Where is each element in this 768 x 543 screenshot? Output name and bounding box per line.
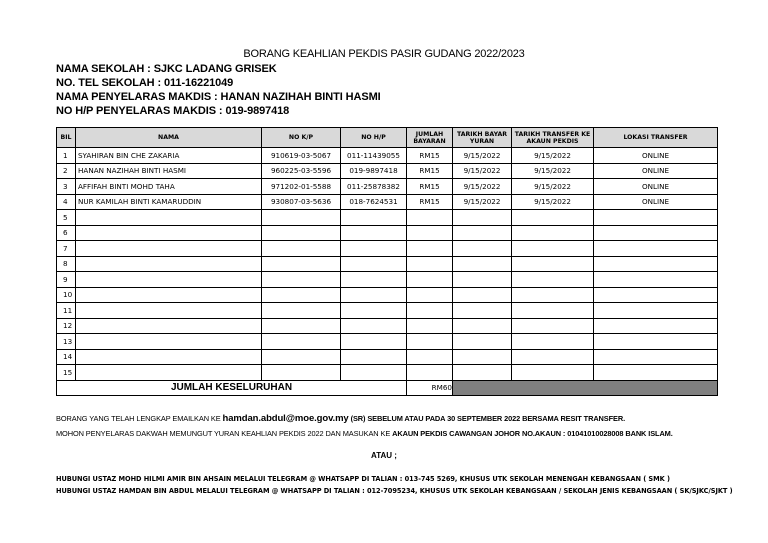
row-no-kp: [262, 210, 341, 226]
row-jumlah: [407, 241, 453, 257]
row-tarikh-bayar: 9/15/2022: [453, 194, 512, 210]
row-lokasi: [594, 256, 718, 272]
row-lokasi: [594, 225, 718, 241]
table-row: [57, 287, 718, 303]
email-instruction: [56, 413, 625, 424]
row-lokasi: ONLINE: [594, 163, 718, 179]
row-tarikh-bayar: 9/15/2022: [453, 163, 512, 179]
row-bil: 6: [57, 225, 76, 241]
total-shaded-cell: [453, 380, 718, 396]
school-tel: NO. TEL SEKOLAH : 011-16221049: [56, 77, 234, 89]
table-row: [57, 210, 718, 226]
membership-table: [56, 127, 718, 396]
row-tarikh-transfer: 9/15/2022: [512, 194, 594, 210]
row-bil: 14: [57, 349, 76, 365]
row-tarikh-transfer: 9/15/2022: [512, 179, 594, 195]
row-bil: 2: [57, 163, 76, 179]
header-no-hp: NO H/P: [341, 128, 407, 148]
table-row: [57, 241, 718, 257]
row-no-kp: [262, 225, 341, 241]
row-jumlah: [407, 287, 453, 303]
table-row: [57, 303, 718, 319]
row-no-hp: [341, 256, 407, 272]
header-lokasi-transfer: LOKASI TRANSFER: [594, 128, 718, 148]
row-jumlah: [407, 225, 453, 241]
coordinator-name: NAMA PENYELARAS MAKDIS : HANAN NAZIHAH BINTI HASMI: [56, 91, 381, 103]
row-no-hp: [341, 210, 407, 226]
row-tarikh-bayar: [453, 334, 512, 350]
row-tarikh-bayar: [453, 225, 512, 241]
row-nama: AFFIFAH BINTI MOHD TAHA: [76, 179, 262, 195]
row-tarikh-bayar: [453, 349, 512, 365]
row-jumlah: RM15: [407, 179, 453, 195]
row-bil: 3: [57, 179, 76, 195]
coordinator-phone: NO H/P PENYELARAS MAKDIS : 019-9897418: [56, 105, 290, 117]
table-header-row: [57, 128, 718, 148]
header-tarikh-bayar: TARIKH BAYAR YURAN: [453, 128, 512, 148]
row-bil: 15: [57, 365, 76, 381]
row-tarikh-transfer: [512, 272, 594, 288]
row-no-kp: 910619-03-5067: [262, 148, 341, 164]
row-jumlah: [407, 365, 453, 381]
row-nama: [76, 256, 262, 272]
row-no-hp: 011-25878382: [341, 179, 407, 195]
row-tarikh-transfer: [512, 210, 594, 226]
total-row: [57, 380, 718, 396]
header-jumlah-bayaran: JUMLAH BAYARAN: [407, 128, 453, 148]
row-tarikh-bayar: [453, 287, 512, 303]
row-lokasi: [594, 334, 718, 350]
payment-instruction-text: MOHON PENYELARAS DAKWAH MEMUNGUT YURAN KEAHLIAN PEKDIS 2022 DAN MASUKAN KE: [56, 429, 393, 438]
row-nama: NUR KAMILAH BINTI KAMARUDDIN: [76, 194, 262, 210]
header-no-kp: NO K/P: [262, 128, 341, 148]
row-tarikh-transfer: [512, 287, 594, 303]
row-no-kp: [262, 334, 341, 350]
row-no-kp: [262, 287, 341, 303]
table-row: [57, 256, 718, 272]
row-jumlah: RM15: [407, 194, 453, 210]
row-nama: HANAN NAZIHAH BINTI HASMI: [76, 163, 262, 179]
row-tarikh-bayar: [453, 303, 512, 319]
row-tarikh-transfer: [512, 241, 594, 257]
row-tarikh-bayar: [453, 256, 512, 272]
row-tarikh-bayar: [453, 365, 512, 381]
row-no-hp: 019-9897418: [341, 163, 407, 179]
row-tarikh-bayar: [453, 210, 512, 226]
row-lokasi: [594, 272, 718, 288]
header-nama: NAMA: [76, 128, 262, 148]
row-bil: 11: [57, 303, 76, 319]
row-no-kp: 960225-03-5596: [262, 163, 341, 179]
row-jumlah: [407, 303, 453, 319]
row-no-hp: [341, 303, 407, 319]
row-tarikh-transfer: [512, 365, 594, 381]
row-no-kp: [262, 241, 341, 257]
row-jumlah: [407, 256, 453, 272]
payment-instruction: [56, 429, 673, 438]
row-bil: 8: [57, 256, 76, 272]
row-jumlah: [407, 272, 453, 288]
form-title: BORANG KEAHLIAN PEKDIS PASIR GUDANG 2022/2023: [243, 48, 525, 60]
row-no-kp: 930807-03-5636: [262, 194, 341, 210]
row-no-hp: [341, 318, 407, 334]
atau-label: ATAU ;: [371, 451, 397, 460]
row-no-kp: [262, 318, 341, 334]
table-row: [57, 148, 718, 164]
table-row: [57, 318, 718, 334]
table-row: [57, 349, 718, 365]
row-bil: 10: [57, 287, 76, 303]
row-no-hp: [341, 225, 407, 241]
row-lokasi: [594, 365, 718, 381]
header-tarikh-transfer: TARIKH TRANSFER KE AKAUN PEKDIS: [512, 128, 594, 148]
table-row: [57, 365, 718, 381]
table-row: [57, 334, 718, 350]
table-row: [57, 225, 718, 241]
row-lokasi: [594, 210, 718, 226]
row-no-hp: [341, 349, 407, 365]
row-nama: [76, 225, 262, 241]
table-row: [57, 194, 718, 210]
row-bil: 1: [57, 148, 76, 164]
row-bil: 9: [57, 272, 76, 288]
row-tarikh-transfer: [512, 303, 594, 319]
row-nama: SYAHIRAN BIN CHE ZAKARIA: [76, 148, 262, 164]
row-no-kp: [262, 256, 341, 272]
email-deadline: (SR) SEBELUM ATAU PADA 30 SEPTEMBER 2022 BERSAMA RESIT TRANSFER.: [348, 414, 626, 423]
row-lokasi: [594, 349, 718, 365]
table-row: [57, 163, 718, 179]
row-bil: 5: [57, 210, 76, 226]
row-no-kp: [262, 365, 341, 381]
row-lokasi: ONLINE: [594, 148, 718, 164]
row-no-hp: [341, 287, 407, 303]
row-tarikh-transfer: [512, 334, 594, 350]
row-jumlah: [407, 318, 453, 334]
contact-sk: HUBUNGI USTAZ HAMDAN BIN ABDUL MELALUI TELEGRAM @ WHATSAPP DI TALIAN : 012-7095234, KHUSUS UTK SEKOLAH KEBANGSAAN / SEKOLAH JENIS KEBANGSAAN ( SK/SJKC/SJKT ): [56, 487, 733, 495]
row-tarikh-transfer: [512, 318, 594, 334]
total-label: JUMLAH KESELURUHAN: [57, 380, 407, 396]
row-tarikh-bayar: 9/15/2022: [453, 179, 512, 195]
contact-smk: HUBUNGI USTAZ MOHD HILMI AMIR BIN AHSAIN MELALUI TELEGRAM @ WHATSAPP DI TALIAN : 013-745 5269, KHUSUS UTK SEKOLAH MENENGAH KEBANGSAAN ( SMK ): [56, 475, 670, 483]
row-tarikh-bayar: [453, 272, 512, 288]
row-lokasi: [594, 303, 718, 319]
row-tarikh-transfer: [512, 256, 594, 272]
row-bil: 13: [57, 334, 76, 350]
table-row: [57, 272, 718, 288]
row-bil: 12: [57, 318, 76, 334]
row-no-kp: [262, 272, 341, 288]
total-amount: RM60: [407, 380, 453, 396]
header-bil: BIL: [57, 128, 76, 148]
row-nama: [76, 318, 262, 334]
row-no-hp: 018-7624531: [341, 194, 407, 210]
row-tarikh-transfer: [512, 349, 594, 365]
row-no-kp: [262, 303, 341, 319]
row-nama: [76, 365, 262, 381]
row-jumlah: RM15: [407, 163, 453, 179]
row-no-kp: 971202-01-5588: [262, 179, 341, 195]
row-nama: [76, 334, 262, 350]
row-lokasi: ONLINE: [594, 194, 718, 210]
row-no-hp: 011-11439055: [341, 148, 407, 164]
row-no-hp: [341, 272, 407, 288]
row-jumlah: [407, 210, 453, 226]
row-no-hp: [341, 365, 407, 381]
row-no-hp: [341, 241, 407, 257]
row-lokasi: ONLINE: [594, 179, 718, 195]
email-address: hamdan.abdul@moe.gov.my: [222, 413, 349, 424]
row-lokasi: [594, 318, 718, 334]
row-jumlah: [407, 334, 453, 350]
table-row: [57, 179, 718, 195]
row-lokasi: [594, 241, 718, 257]
row-no-kp: [262, 349, 341, 365]
row-tarikh-bayar: [453, 241, 512, 257]
row-tarikh-bayar: [453, 318, 512, 334]
row-nama: [76, 210, 262, 226]
row-nama: [76, 349, 262, 365]
row-tarikh-transfer: 9/15/2022: [512, 163, 594, 179]
row-nama: [76, 272, 262, 288]
email-instruction-text: BORANG YANG TELAH LENGKAP EMAILKAN KE: [56, 414, 223, 423]
row-bil: 4: [57, 194, 76, 210]
bank-account: AKAUN PEKDIS CAWANGAN JOHOR NO.AKAUN : 01041010028008 BANK ISLAM.: [392, 429, 673, 438]
row-tarikh-transfer: 9/15/2022: [512, 148, 594, 164]
school-name: NAMA SEKOLAH : SJKC LADANG GRISEK: [56, 63, 277, 75]
row-no-hp: [341, 334, 407, 350]
row-tarikh-bayar: 9/15/2022: [453, 148, 512, 164]
row-jumlah: [407, 349, 453, 365]
row-jumlah: RM15: [407, 148, 453, 164]
row-nama: [76, 303, 262, 319]
row-bil: 7: [57, 241, 76, 257]
row-tarikh-transfer: [512, 225, 594, 241]
row-nama: [76, 241, 262, 257]
row-lokasi: [594, 287, 718, 303]
row-nama: [76, 287, 262, 303]
